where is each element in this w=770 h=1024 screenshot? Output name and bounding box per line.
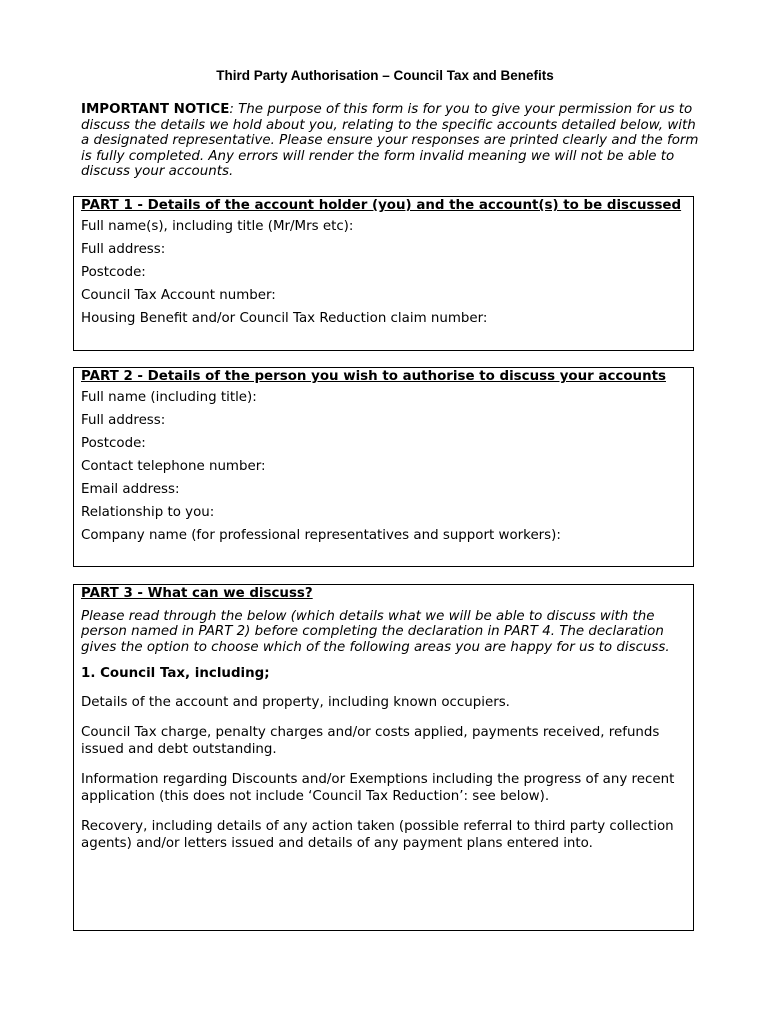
part3-intro: Please read through the below (which details what we will be able to discuss with the person named in PART 2) before completing the declaration in PART 4. The declaration gives the option to choose which of the following areas you are happy for us to discuss.: [81, 608, 670, 655]
part1-field-council-tax-account: Council Tax Account number:: [81, 287, 276, 303]
important-notice: [81, 102, 701, 180]
part3-paragraph: Details of the account and property, including known occupiers.: [81, 695, 510, 710]
part3-paragraph: Information regarding Discounts and/or Exemptions including the progress of any recent application (this does not include ‘Council Tax Reduction’: see below).: [81, 771, 675, 804]
part2-field-full-address: Full address:: [81, 412, 166, 428]
part2-field-full-name: Full name (including title):: [81, 389, 257, 405]
part2-field-email: Email address:: [81, 481, 180, 497]
page-title: Third Party Authorisation – Council Tax and Benefits: [216, 68, 554, 83]
part2-box: [73, 367, 694, 567]
notice-body: : The purpose of this form is for you to give your permission for us to discuss the details we hold about you, relating to the specific accounts detailed below, with a designated representative. Please ensure your responses are printed clearly and the form is fully completed. Any errors will render the form invalid meaning we will not be able to discuss your accounts.: [81, 102, 699, 179]
part3-subheading: 1. Council Tax, including;: [81, 666, 270, 681]
part2-field-relationship: Relationship to you:: [81, 504, 215, 520]
notice-lead: IMPORTANT NOTICE: [81, 102, 230, 117]
part2-field-telephone: Contact telephone number:: [81, 458, 266, 474]
part3-heading: PART 3 - What can we discuss?: [81, 586, 313, 601]
part1-box: [73, 196, 694, 351]
part2-field-postcode: Postcode:: [81, 435, 146, 451]
part1-field-full-address: Full address:: [81, 241, 166, 257]
part1-field-full-name: Full name(s), including title (Mr/Mrs etc):: [81, 218, 354, 234]
part3-box: [73, 584, 694, 931]
part2-field-company-name: Company name (for professional representatives and support workers):: [81, 527, 561, 543]
part2-heading: PART 2 - Details of the person you wish to authorise to discuss your accounts: [81, 369, 666, 384]
part1-heading: PART 1 - Details of the account holder (you) and the account(s) to be discussed: [81, 198, 682, 213]
part3-paragraph: Recovery, including details of any action taken (possible referral to third party collection agents) and/or letters issued and details of any payment plans entered into.: [81, 818, 674, 851]
part1-field-postcode: Postcode:: [81, 264, 146, 280]
part3-paragraph: Council Tax charge, penalty charges and/or costs applied, payments received, refunds issued and debt outstanding.: [81, 724, 660, 757]
part1-field-claim-number: Housing Benefit and/or Council Tax Reduction claim number:: [81, 310, 488, 326]
